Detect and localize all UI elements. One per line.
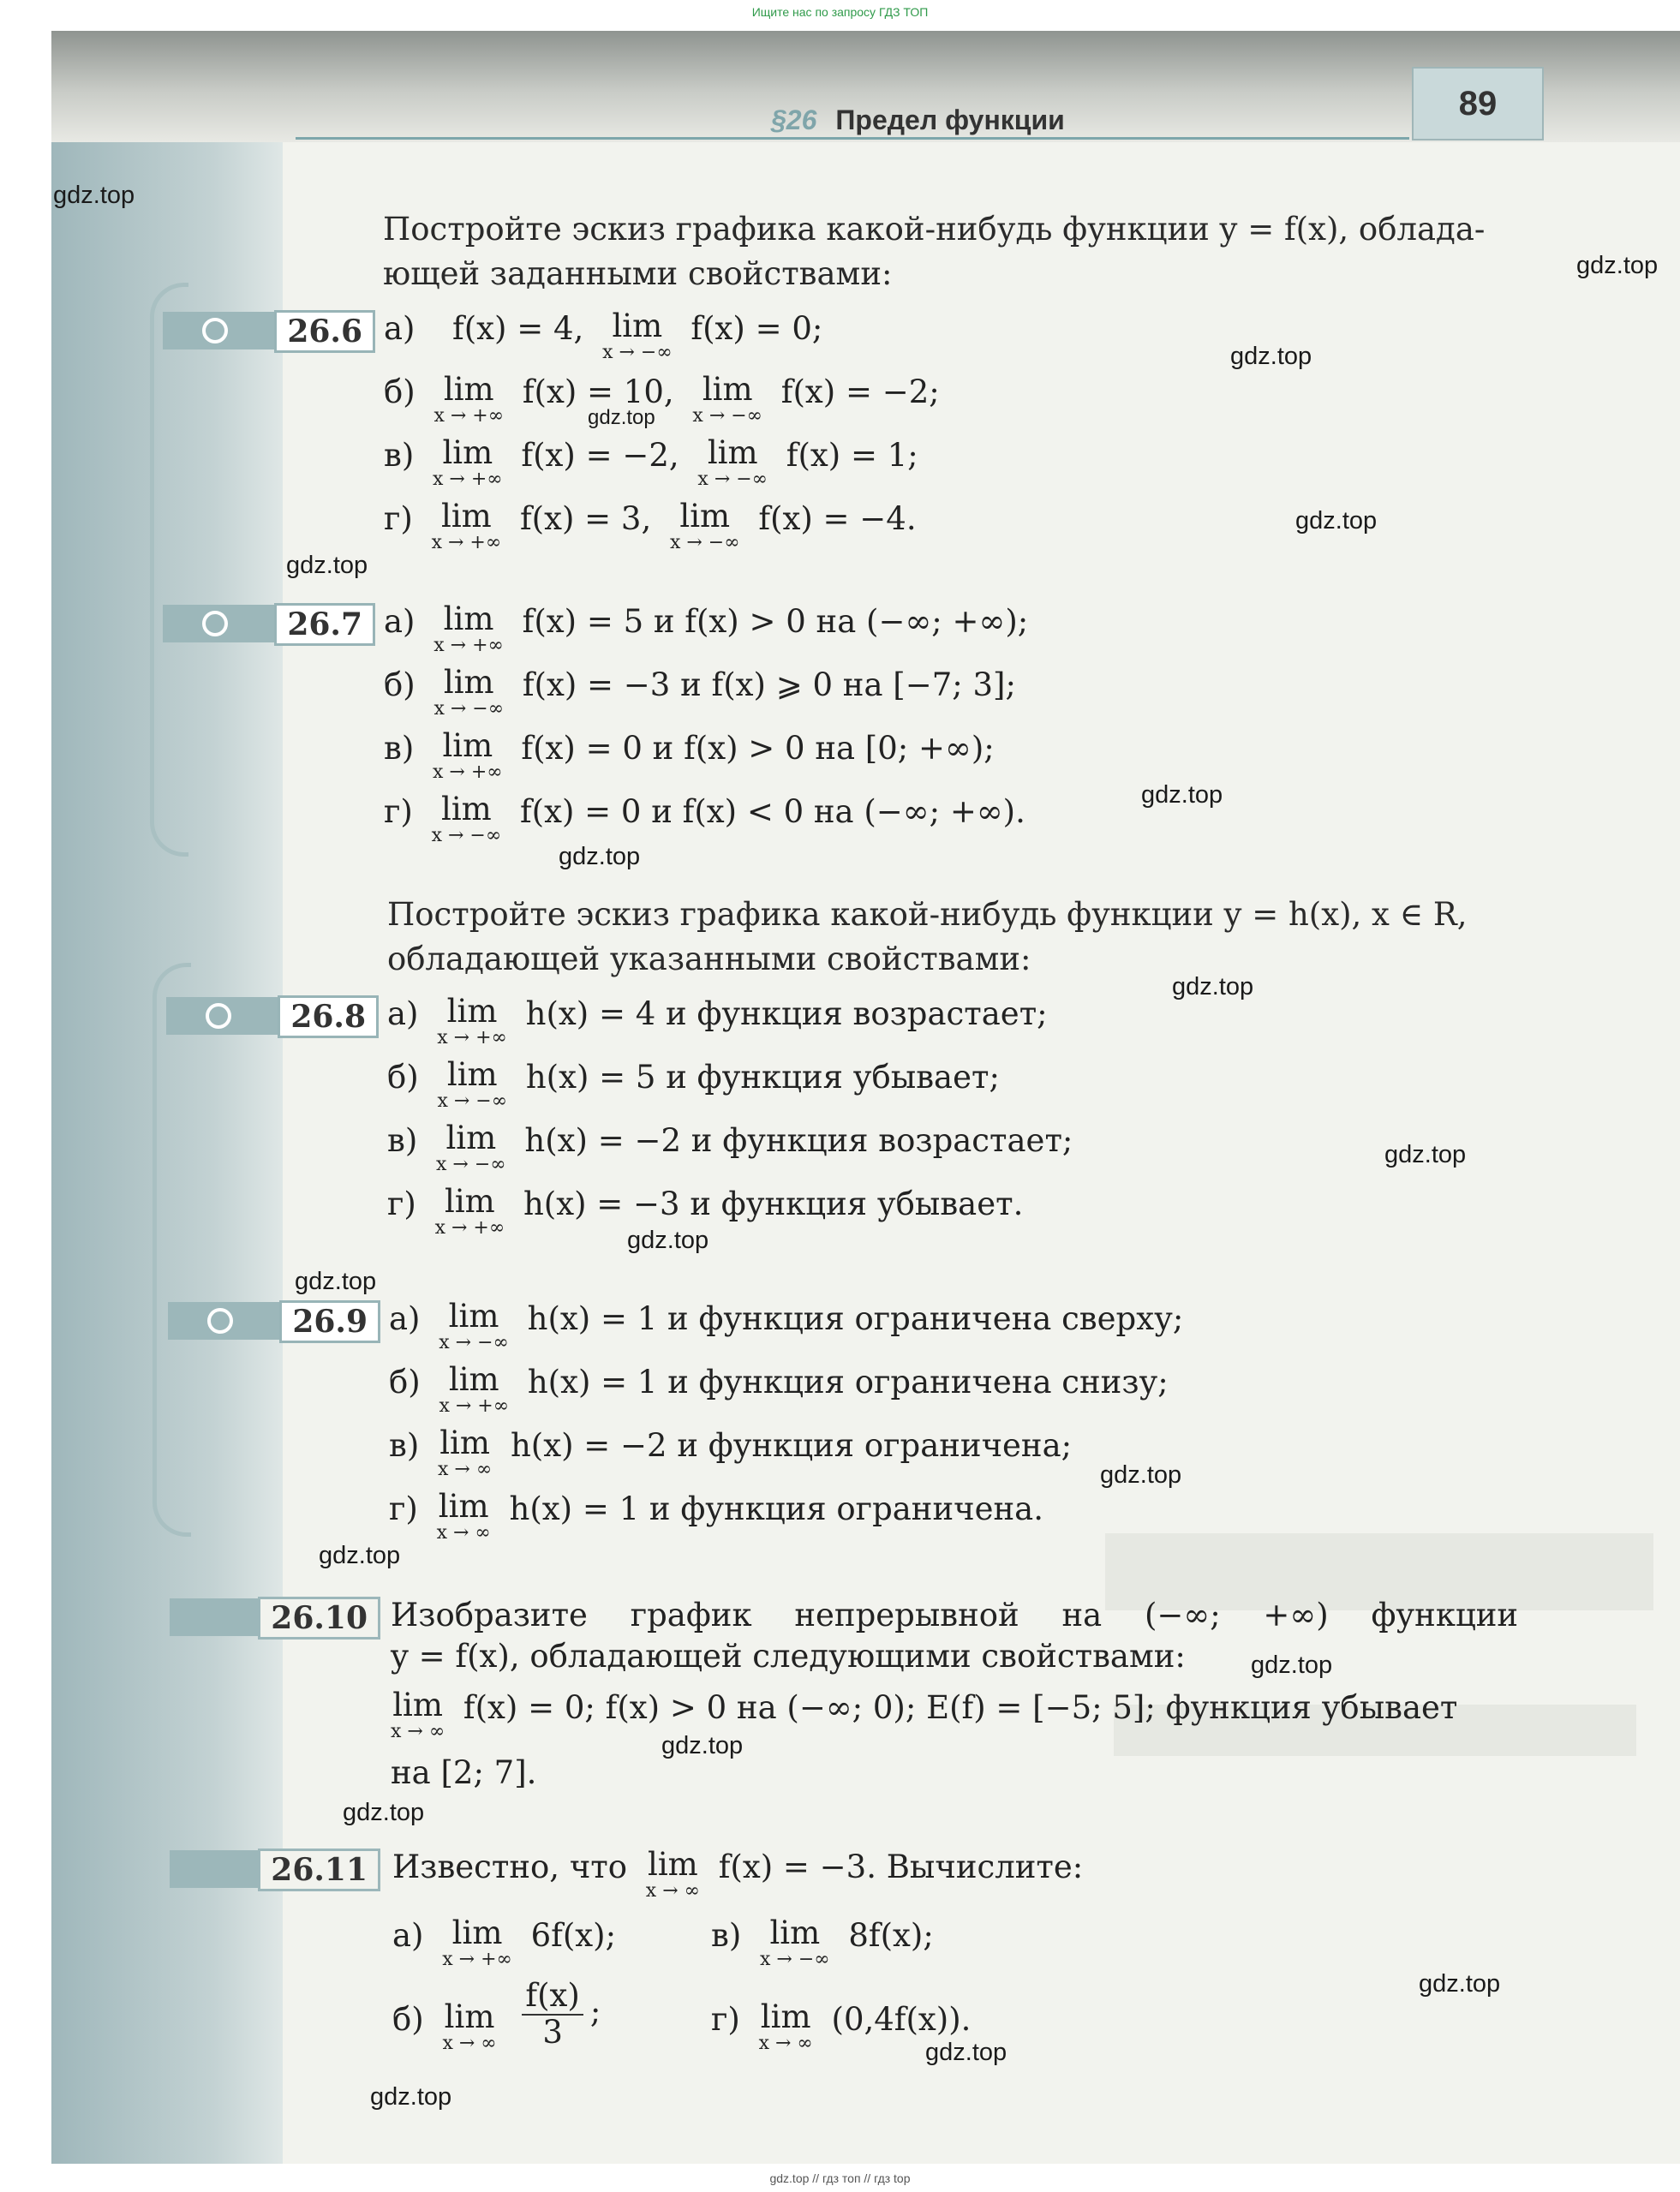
item-label: г) (711, 2001, 740, 2038)
limit-expr: f(x) = −2; (780, 373, 940, 410)
problem-26-11-item-a (392, 1914, 617, 1970)
limit-expr: f(x) = 0; (691, 310, 823, 347)
item-label: г) (389, 1490, 418, 1527)
section-title: Предел функции (835, 105, 1065, 135)
item-label: г) (384, 500, 413, 537)
punctuation: ; (589, 1993, 601, 2031)
problem-26-6-item-b (384, 373, 940, 426)
watermark: gdz.top (1172, 973, 1254, 1000)
limit-op: lim x → ∞ (758, 1998, 813, 2054)
problem-26-7-item-v (384, 727, 995, 783)
item-label: г) (384, 793, 413, 830)
limit-op: lim x → −∞ (692, 371, 763, 427)
watermark: gdz.top (295, 1268, 377, 1295)
problem-26-9-item-v (389, 1427, 1072, 1479)
problem-badge-26-7 (163, 605, 375, 642)
watermark: gdz.top (319, 1542, 401, 1569)
limit-op: lim x → ∞ (436, 1488, 491, 1544)
watermark: gdz.top (286, 552, 368, 579)
watermark: gdz.top (1141, 781, 1223, 809)
item-label: а) (389, 1300, 421, 1337)
circle-icon (202, 318, 228, 343)
item-label: б) (389, 1364, 421, 1401)
limit-op: lim x → +∞ (433, 434, 503, 490)
limit-expr: f(x) = 10, (522, 373, 674, 410)
problem-26-10-line-2: y = f(x), обладающей следующими свойствами: (391, 1638, 1186, 1675)
limit-op: lim x → ∞ (438, 1425, 493, 1480)
watermark: gdz.top (925, 2039, 1007, 2066)
problem-26-11-item-b (392, 1977, 601, 2054)
item-label: а) (384, 603, 416, 640)
watermark: gdz.top (370, 2083, 452, 2111)
limit-op: lim x → −∞ (437, 1056, 508, 1112)
circle-icon (202, 611, 228, 636)
section-number: §26 (771, 105, 817, 135)
limit-expr: 8f(x); (848, 1917, 934, 1954)
item-label: а) (387, 995, 419, 1032)
limit-op: lim x → +∞ (439, 1361, 510, 1417)
problem-26-10-line-3 (391, 1689, 1457, 1741)
problem-26-9-item-a (389, 1300, 1183, 1353)
watermark: gdz.top (588, 406, 655, 429)
top-banner-text: Ищите нас по запросу ГДЗ ТОП (751, 5, 929, 19)
problem-badge-26-9 (168, 1302, 380, 1340)
problem-26-8-item-b (387, 1056, 1000, 1112)
problem-26-8-item-a (387, 995, 1048, 1048)
group-brace-1 (150, 283, 188, 857)
problem-number: 26.11 (258, 1849, 380, 1891)
limit-expr: h(x) = 4 и функция возрастает; (525, 995, 1048, 1032)
fraction: $\frac{f(x)}{3}$ (522, 1979, 583, 2050)
problem-number: 26.7 (274, 603, 375, 646)
problem-badge-26-6 (163, 312, 375, 349)
limit-op: lim x → ∞ (645, 1846, 700, 1902)
limit-op: lim x → −∞ (431, 791, 502, 846)
limit-expr: f(x) = 0 и f(x) < 0 на (−∞; +∞). (519, 793, 1025, 830)
watermark: gdz.top (1384, 1141, 1467, 1168)
item-label: а) (392, 1917, 424, 1954)
problem-26-7-item-g (384, 793, 1025, 845)
problem-26-6-item-v (384, 434, 918, 490)
running-header (771, 105, 1065, 136)
problem-26-11-intro (392, 1846, 1084, 1902)
limit-expr: f(x) = 4, (452, 310, 584, 347)
problem-badge-26-10 (170, 1598, 380, 1636)
limit-op: lim x → +∞ (431, 498, 502, 553)
limit-expr: f(x) = 3, (519, 500, 652, 537)
limit-expr: 6f(x); (530, 1917, 617, 1954)
limit-op: lim x → −∞ (760, 1914, 830, 1970)
problem-26-9-item-b (389, 1361, 1169, 1417)
limit-expr: f(x) = 0; f(x) > 0 на (−∞; 0); E(f) = [−5; 5]; функция убывает (463, 1689, 1458, 1726)
intro-text-1-line-2: ющей заданными свойствами: (383, 255, 893, 292)
circle-icon (206, 1003, 231, 1029)
limit-expr: h(x) = 1 и функция ограничена сверху; (527, 1300, 1184, 1337)
problem-badge-26-11 (170, 1850, 380, 1888)
problem-26-10-line-4: на [2; 7]. (391, 1754, 537, 1791)
limit-expr: h(x) = 1 и функция ограничена. (509, 1490, 1043, 1527)
item-label: в) (711, 1917, 742, 1954)
limit-op: lim x → +∞ (433, 727, 503, 783)
limit-expr: f(x) = −2, (521, 437, 679, 474)
limit-expr: h(x) = −3 и функция убывает. (523, 1186, 1024, 1222)
watermark: gdz.top (661, 1732, 744, 1759)
watermark: gdz.top (559, 843, 641, 870)
intro-text: Известно, что (392, 1849, 628, 1885)
watermark: gdz.top (53, 182, 135, 209)
item-label: в) (384, 437, 415, 474)
limit-op: lim x → −∞ (602, 308, 673, 363)
watermark: gdz.top (627, 1227, 709, 1254)
limit-op: lim x → −∞ (439, 1298, 509, 1353)
limit-op: lim x → +∞ (434, 1183, 505, 1239)
page-number: 89 (1412, 67, 1544, 140)
watermark: gdz.top (1576, 252, 1659, 279)
limit-expr: f(x) = 5 и f(x) > 0 на (−∞; +∞); (522, 603, 1029, 640)
problem-26-7-item-b (384, 666, 1016, 719)
item-label: а) (384, 310, 416, 347)
item-label: б) (384, 373, 416, 410)
problem-26-6-item-g (384, 500, 917, 552)
limit-op: lim x → +∞ (437, 993, 507, 1048)
watermark: gdz.top (1295, 507, 1378, 535)
item-label: в) (387, 1122, 418, 1159)
intro-text-1-line-1: Постройте эскиз графика какой-нибудь функции y = f(x), облада- (383, 211, 1486, 248)
limit-op: lim x → ∞ (442, 1998, 497, 2054)
limit-op: lim x → −∞ (669, 498, 740, 553)
limit-expr: f(x) = 1; (786, 437, 918, 474)
watermark: gdz.top (1419, 1970, 1501, 1998)
problem-number: 26.8 (278, 995, 379, 1038)
item-label: б) (387, 1059, 419, 1096)
intro-text-2-line-1: Постройте эскиз графика какой-нибудь функции y = h(x), x ∈ R, (387, 896, 1468, 933)
problem-number: 26.9 (279, 1300, 380, 1343)
limit-op: lim x → +∞ (433, 600, 504, 656)
limit-expr: h(x) = 5 и функция убывает; (525, 1059, 1000, 1096)
problem-26-10-line-1: Изобразите график непрерывной на (−∞; +∞) функции (391, 1597, 1519, 1634)
problem-number: 26.6 (274, 310, 375, 353)
header-rule (296, 137, 1409, 140)
watermark: gdz.top (343, 1799, 425, 1826)
limit-op: lim x → −∞ (697, 434, 768, 490)
limit-op: lim x → ∞ (391, 1687, 445, 1742)
problem-badge-26-8 (166, 997, 379, 1035)
limit-expr: h(x) = −2 и функция возрастает; (524, 1122, 1073, 1159)
limit-expr: (0,4f(x)). (831, 2001, 972, 2038)
limit-expr: h(x) = 1 и функция ограничена снизу; (527, 1364, 1169, 1401)
limit-op: lim x → +∞ (433, 371, 505, 427)
bottom-banner-text: gdz.top // гдз топ // гдз top (769, 2171, 911, 2185)
item-label: б) (384, 666, 416, 703)
problem-26-7-item-a (384, 600, 1029, 656)
item-label: в) (384, 730, 415, 767)
problem-26-8-item-v (387, 1122, 1073, 1174)
problem-26-11-item-v (711, 1914, 934, 1970)
limit-op: lim x → −∞ (436, 1120, 506, 1175)
problem-number: 26.10 (258, 1597, 380, 1640)
problem-26-9-item-g (389, 1490, 1043, 1543)
watermark: gdz.top (1230, 343, 1312, 370)
watermark: gdz.top (1100, 1461, 1182, 1489)
intro-text-2-line-2: обладающей указанными свойствами: (387, 941, 1031, 977)
limit-expr: f(x) = −3 и f(x) ⩾ 0 на [−7; 3]; (522, 666, 1016, 703)
problem-26-6-item-a (384, 310, 822, 362)
watermark: gdz.top (1251, 1651, 1333, 1679)
limit-expr: f(x) = 0 и f(x) > 0 на [0; +∞); (521, 730, 995, 767)
limit-expr: f(x) = −4. (758, 500, 917, 537)
item-label: в) (389, 1427, 420, 1464)
item-label: г) (387, 1186, 416, 1222)
limit-expr: h(x) = −2 и функция ограничена; (510, 1427, 1073, 1464)
limit-op: lim x → +∞ (442, 1914, 512, 1970)
item-label: б) (392, 2001, 424, 2038)
limit-op: lim x → −∞ (433, 664, 505, 720)
circle-icon (207, 1308, 233, 1334)
group-brace-2 (152, 963, 191, 1537)
intro-text: f(x) = −3. Вычислите: (718, 1849, 1084, 1885)
